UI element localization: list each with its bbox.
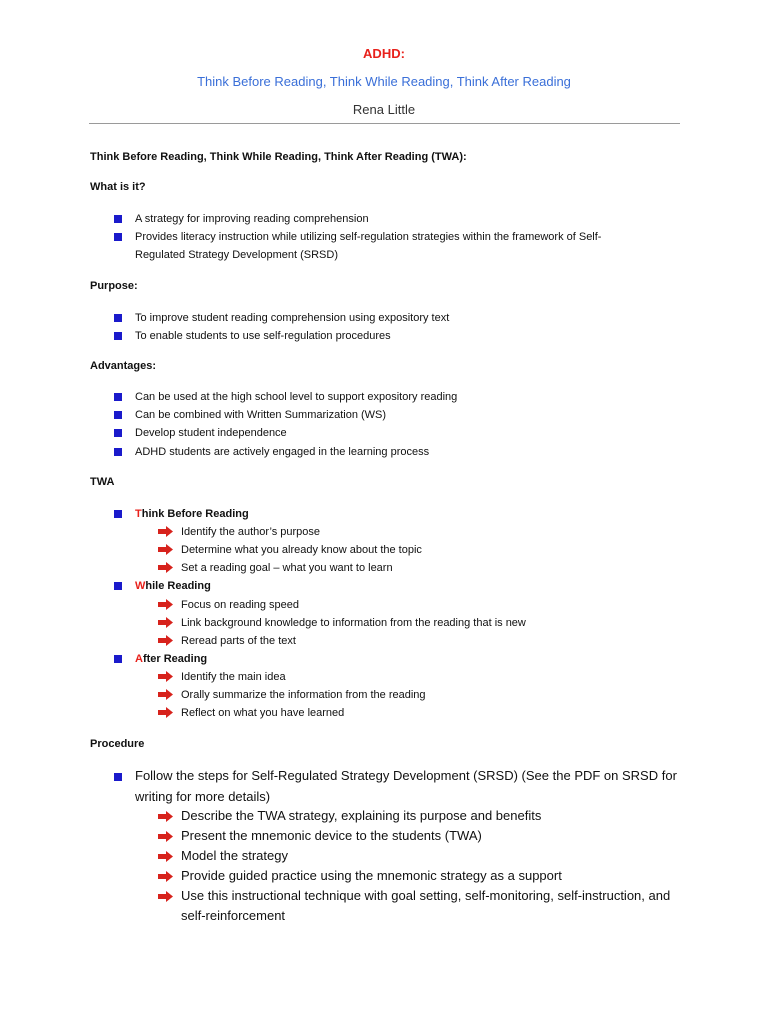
square-bullet-icon <box>114 510 122 518</box>
square-bullet-icon <box>114 448 122 456</box>
square-bullet-icon <box>114 655 122 663</box>
red-arrow-icon <box>158 811 173 822</box>
intro-heading: Think Before Reading, Think While Reading, Think After Reading (TWA): <box>90 151 467 163</box>
red-arrow-icon <box>158 851 173 862</box>
procedure-heading: Procedure <box>90 738 145 750</box>
header-divider <box>89 123 680 124</box>
list-item-continuation: Regulated Strategy Development (SRSD) <box>135 249 338 261</box>
doc-subtitle: Think Before Reading, Think While Reading, Think After Reading <box>197 74 571 89</box>
square-bullet-icon <box>114 393 122 401</box>
document-page: ADHD: Think Before Reading, Think While Reading, Think After Reading Rena Little Think Before Reading, Think While Reading, Think After Reading (TWA): What is it? A strategy for improving reading comprehension Provides literacy instruction while utilizing self-regulation strategies within the framework of Self- Regulated Strategy Development (SRSD) Purpose: To improve student reading comprehension using expository text To enable students to use self-regulation procedures Advantages: Can be used at the high school level to support expository reading Can be combined with Written Summarization (WS) Develop student independence ADHD students are actively engaged in the learning process TWA Think Before Reading Identify the author’s purpose Determine what you already know about the topic Set a reading goal – what you want to learn While Reading Focus on reading speed Link background knowledge to information from the reading that is new Reread parts of the text After Reading Identify the main idea Orally summarize the information from the reading Reflect on what you have learned Procedure Follow the steps for Self-Regulated Strategy Development (SRSD) (See the PDF on SRSD for writing for more details) Describe the TWA strategy, explaining its purpose and benefits Present the mnemonic device to the students (TWA) Model the strategy Provide guided practice using the mnemonic strategy as a support Use this instructional technique with goal setting, self-monitoring, self-instruction, and self-reinforcement <box>0 0 768 1024</box>
square-bullet-icon <box>114 773 122 781</box>
sub-list-item-continuation: self-reinforcement <box>181 908 286 923</box>
doc-title: ADHD: <box>363 46 405 61</box>
doc-author: Rena Little <box>352 102 416 117</box>
square-bullet-icon <box>114 314 122 322</box>
square-bullet-icon <box>114 332 122 340</box>
advantages-heading: Advantages: <box>90 360 157 372</box>
red-arrow-icon <box>158 689 173 700</box>
square-bullet-icon <box>114 233 122 241</box>
square-bullet-icon <box>114 582 122 590</box>
red-arrow-icon <box>158 562 173 573</box>
purpose-heading: Purpose: <box>90 280 138 292</box>
red-arrow-icon <box>158 544 173 555</box>
square-bullet-icon <box>114 411 122 419</box>
red-arrow-icon <box>158 671 173 682</box>
red-arrow-icon <box>158 871 173 882</box>
red-arrow-icon <box>158 617 173 628</box>
square-bullet-icon <box>114 215 122 223</box>
red-arrow-icon <box>158 831 173 842</box>
what-is-it-heading: What is it? <box>90 181 146 193</box>
list-item-continuation: writing for more details) <box>135 789 271 804</box>
red-arrow-icon <box>158 599 173 610</box>
square-bullet-icon <box>114 429 122 437</box>
red-arrow-icon <box>158 526 173 537</box>
red-arrow-icon <box>158 891 173 902</box>
red-arrow-icon <box>158 707 173 718</box>
twa-heading: TWA <box>90 476 115 488</box>
red-arrow-icon <box>158 635 173 646</box>
